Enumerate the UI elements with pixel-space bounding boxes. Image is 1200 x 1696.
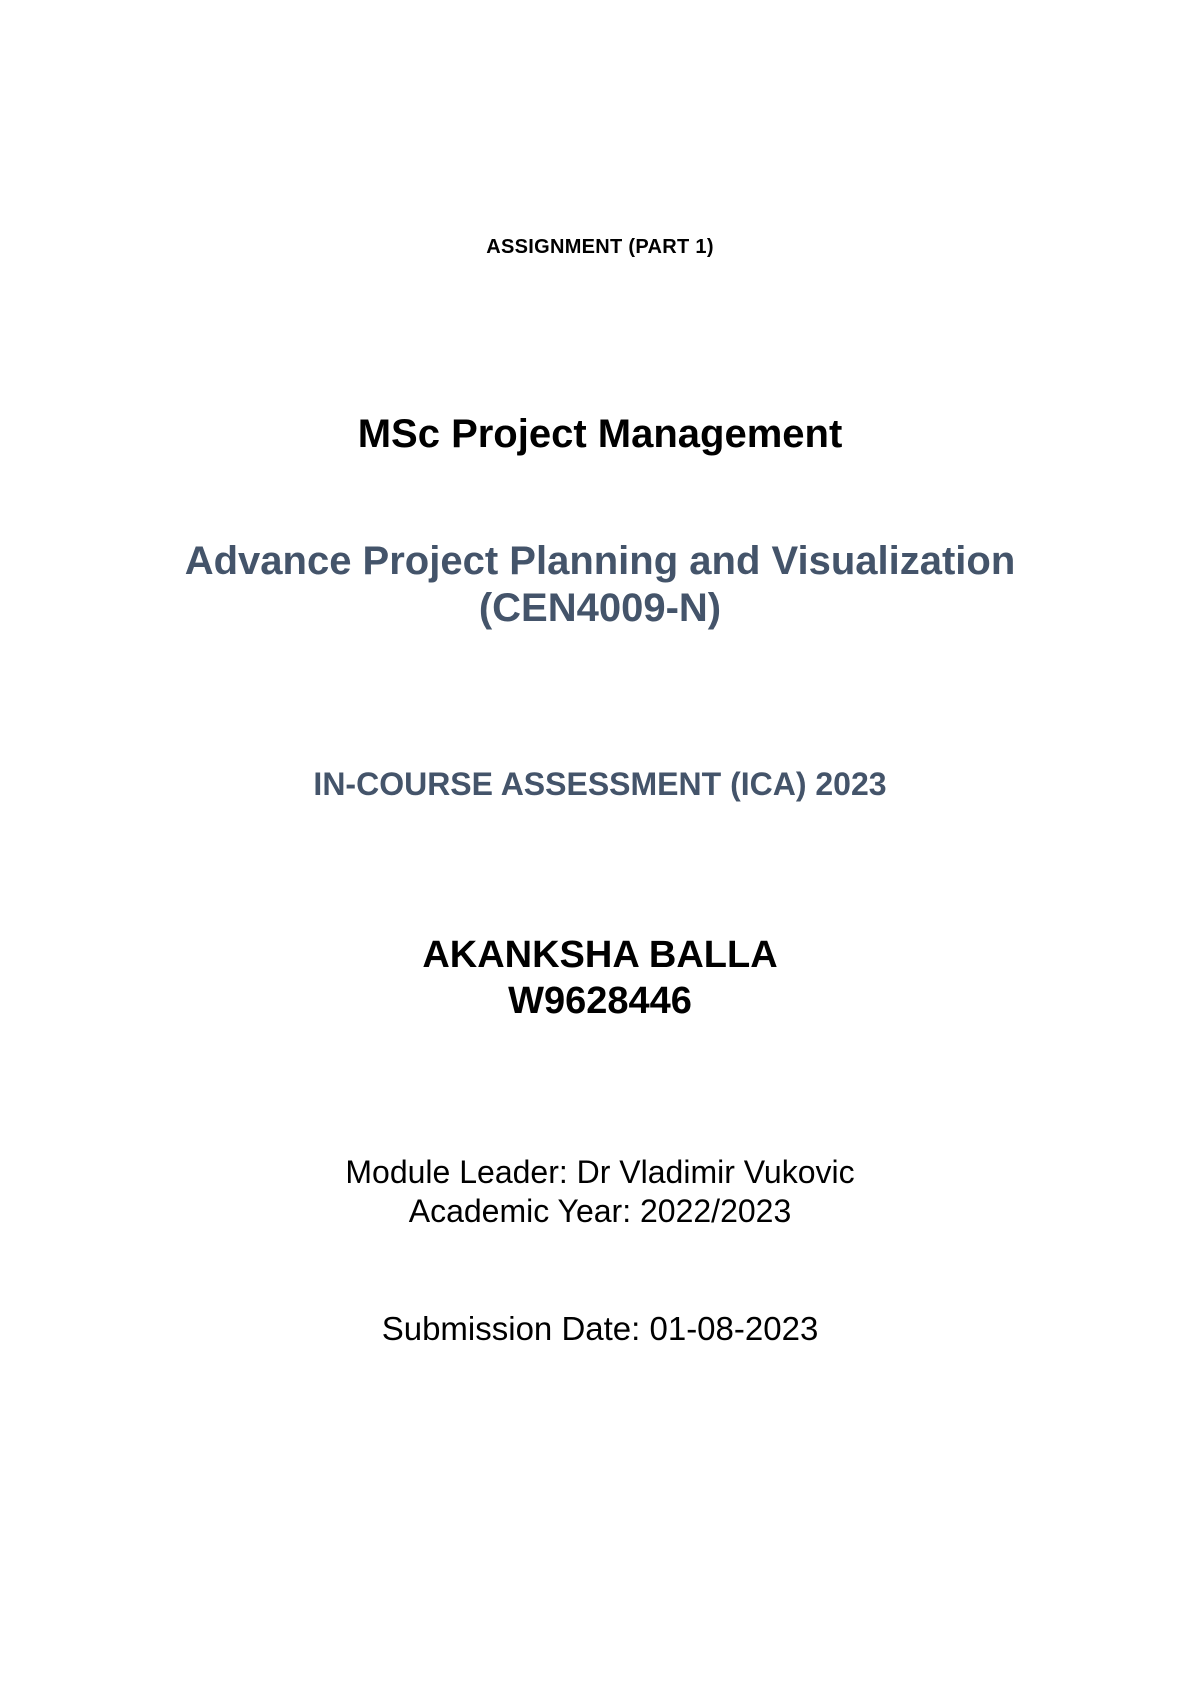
student-name: AKANKSHA BALLA: [422, 934, 778, 976]
module-title: Advance Project Planning and Visualization: [184, 539, 1016, 583]
assignment-label: ASSIGNMENT (PART 1): [486, 236, 714, 258]
programme-title: MSc Project Management: [357, 412, 843, 456]
academic-year: Academic Year: 2022/2023: [408, 1193, 792, 1229]
student-id: W9628446: [508, 980, 692, 1022]
assessment-title: IN-COURSE ASSESSMENT (ICA) 2023: [313, 766, 887, 802]
module-code: (CEN4009-N): [478, 586, 722, 630]
module-leader: Module Leader: Dr Vladimir Vukovic: [345, 1154, 855, 1190]
submission-date: Submission Date: 01-08-2023: [381, 1310, 819, 1347]
